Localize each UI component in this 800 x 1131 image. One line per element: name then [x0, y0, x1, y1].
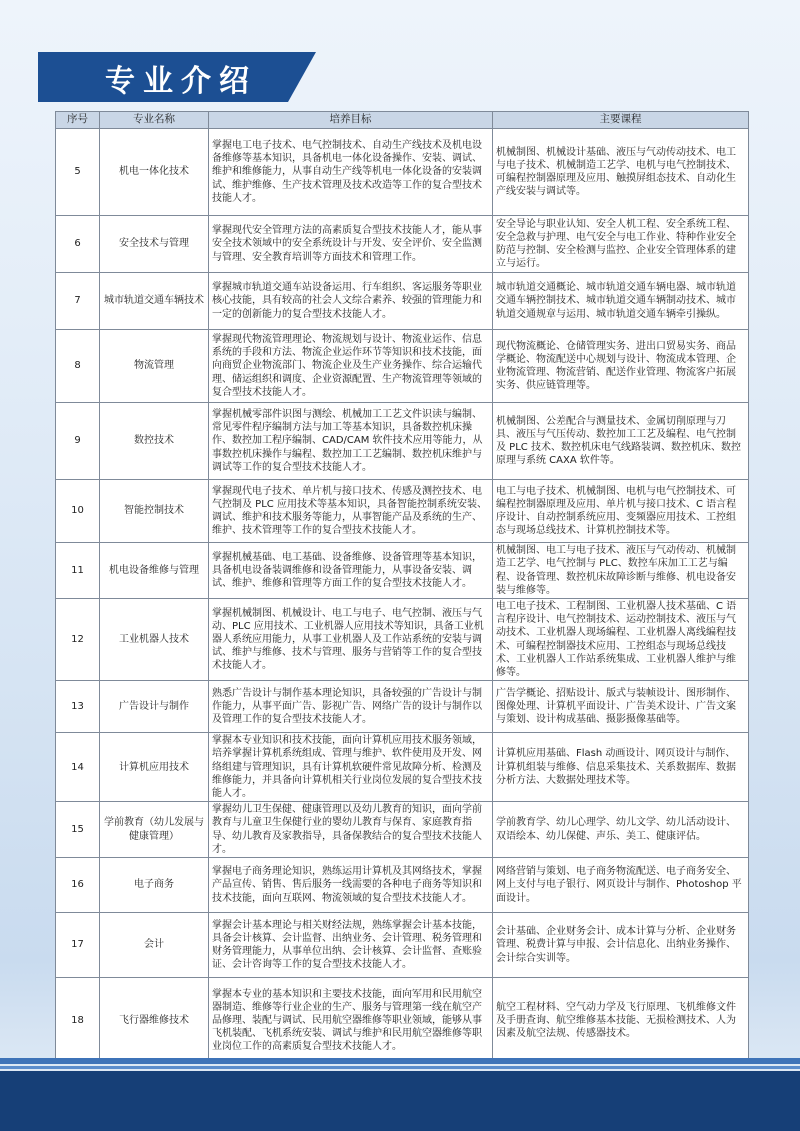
- table-row: [56, 480, 749, 543]
- table-row: [56, 129, 749, 216]
- table-row: [56, 733, 749, 802]
- table-row: [56, 802, 749, 858]
- footer-band: [0, 1071, 800, 1131]
- row-name: 广告设计与制作: [100, 681, 209, 733]
- table-header-row: [56, 112, 749, 129]
- row-goal: 掌握现代物流管理理论、物流规划与设计、物流业运作、信息系统的手段和方法、物流企业运作环节等知识和技术技能，面向商贸企业物流部门、物流企业及生产业务操作、综合运输代理、储运组织和调度、企业资源配置、生产物流管理等领域的复合型技术技能人才。: [209, 330, 493, 403]
- row-course: 机械制图、公差配合与测量技术、金属切削原理与刀具、液压与气压传动、数控加工工艺及编程、电气控制及 PLC 技术、数控机床电气线路装调、数控机床、数控原理与系统 CAXA 软件等。: [493, 403, 749, 480]
- table-row: [56, 599, 749, 681]
- row-num: 18: [56, 978, 100, 1064]
- table-row: [56, 681, 749, 733]
- row-goal: 掌握本专业的基本知识和主要技术技能，面向军用和民用航空器制造、维修等行业企业的生产、服务与管理第一线在航空产品修理、装配与调试、民用航空器维修等职业领域，能够从事飞机装配、飞机系统安装、调试与维护和民用航空器维修等职业岗位工作的高素质复合型技术技能人才。: [209, 978, 493, 1064]
- row-goal: 掌握电子商务理论知识，熟练运用计算机及其网络技术，掌握产品宣传、销售、售后服务一线需要的各种电子商务等知识和技术技能，面向互联网、物流领域的复合型技术技能人才。: [209, 858, 493, 913]
- major-table: [55, 111, 749, 1064]
- row-num: 9: [56, 403, 100, 480]
- row-name: 会计: [100, 913, 209, 978]
- row-name: 机电一体化技术: [100, 129, 209, 216]
- table-row: [56, 273, 749, 330]
- row-num: 12: [56, 599, 100, 681]
- row-goal: 掌握城市轨道交通车站设备运用、行车组织、客运服务等职业核心技能，具有较高的社会人文综合素养、较强的管理能力和一定的创新能力的复合型技术技能人才。: [209, 273, 493, 330]
- row-course: 计算机应用基础、Flash 动画设计、网页设计与制作、计算机组装与维修、信息采集技术、关系数据库、数据分析方法、大数据处理技术等。: [493, 733, 749, 802]
- row-name: 智能控制技术: [100, 480, 209, 543]
- row-name: 数控技术: [100, 403, 209, 480]
- row-goal: 掌握本专业知识和技术技能，面向计算机应用技术服务领域，培养掌握计算机系统组成、管理与维护、软件使用及开发、网络组建与管理知识，具有计算机软硬件常见故障分析、检测及维修能力，并具备向计算机相关行业岗位发展的复合型技术技能人才。: [209, 733, 493, 802]
- row-course: 机械制图、电工与电子技术、液压与气动传动、机械制造工艺学、电气控制与 PLC、数控车床加工工艺与编程、设备管理、数控机床故障诊断与维修、机电设备安装与维修等。: [493, 543, 749, 599]
- row-name: 计算机应用技术: [100, 733, 209, 802]
- header-name: 专业名称: [100, 112, 209, 129]
- table-row: [56, 330, 749, 403]
- row-num: 14: [56, 733, 100, 802]
- row-goal: 掌握电工电子技术、电气控制技术、自动生产线技术及机电设备维修等基本知识，具备机电一体化设备操作、安装、调试、维护和维修能力，从事自动生产线等机电一体化设备的安装调试、维护维修、生产技术管理及技术改造等工作的复合型技术技能人才。: [209, 129, 493, 216]
- row-course: 学前教育学、幼儿心理学、幼儿文学、幼儿活动设计、双语绘本、幼儿保健、声乐、美工、健康评估。: [493, 802, 749, 858]
- row-goal: 掌握幼儿卫生保健、健康管理以及幼儿教育的知识，面向学前教育与儿童卫生保健行业的婴幼儿教育与保育、家庭教育指导、幼儿教育及家教指导，具备保教结合的复合型技术技能人才。: [209, 802, 493, 858]
- row-goal: 熟悉广告设计与制作基本理论知识，具备较强的广告设计与制作能力，从事平面广告、影视广告、网络广告的设计与制作以及管理工作的复合型技术技能人才。: [209, 681, 493, 733]
- row-course: 现代物流概论、仓储管理实务、进出口贸易实务、商品学概论、物流配送中心规划与设计、物流成本管理、企业物流管理、物流营销、配送作业管理、物流客户拓展实务、供应链管理等。: [493, 330, 749, 403]
- row-course: 网络营销与策划、电子商务物流配送、电子商务安全、网上支付与电子银行、网页设计与制作、Photoshop 平面设计。: [493, 858, 749, 913]
- row-num: 15: [56, 802, 100, 858]
- row-name: 工业机器人技术: [100, 599, 209, 681]
- row-goal: 掌握现代安全管理方法的高素质复合型技术技能人才，能从事安全技术领域中的安全系统设计与开发、安全评价、安全监测与管理、安全教育培训等方面技术和管理工作。: [209, 216, 493, 273]
- row-goal: 掌握现代电子技术、单片机与接口技术、传感及测控技术、电气控制及 PLC 应用技术等基本知识，具备智能控制系统安装、调试、维护和技术服务等能力，从事智能产品及系统的生产、维护、技术管理等工作的复合型技术技能人才。: [209, 480, 493, 543]
- row-goal: 掌握机械基础、电工基础、设备维修、设备管理等基本知识，具备机电设备装调维修和设备管理能力，从事设备安装、调试、维护、维修和管理等方面工作的复合型技术技能人才。: [209, 543, 493, 599]
- page-title: 专业介绍: [105, 64, 257, 99]
- row-num: 16: [56, 858, 100, 913]
- row-course: 电工电子技术、工程制图、工业机器人技术基础、C 语言程序设计、电气控制技术、运动控制技术、液压与气动技术、工业机器人现场编程、工业机器人离线编程技术、可编程控制器技术应用、工控组态与现场总线技术、工业机器人工作站系统集成、工业机器人维护与维修等。: [493, 599, 749, 681]
- row-goal: 掌握机械零部件识图与测绘、机械加工工艺文件识读与编制、常见零件程序编制方法与加工等基本知识，具备数控机床操作、数控加工程序编制、CAD/CAM 软件技术应用等能力，从事数控机床操作与编程、数控加工工艺编制、数控机床维护与调试等工作的复合型技术技能人才。: [209, 403, 493, 480]
- row-num: 8: [56, 330, 100, 403]
- table-row: [56, 403, 749, 480]
- row-course: 城市轨道交通概论、城市轨道交通车辆电器、城市轨道交通车辆控制技术、城市轨道交通车辆制动技术、城市轨道交通规章与运用、城市轨道交通车辆牵引操纵。: [493, 273, 749, 330]
- row-name: 安全技术与管理: [100, 216, 209, 273]
- row-name: 机电设备维修与管理: [100, 543, 209, 599]
- row-num: 13: [56, 681, 100, 733]
- header-goal: 培养目标: [209, 112, 493, 129]
- row-num: 11: [56, 543, 100, 599]
- footer-stripes: [0, 1058, 800, 1131]
- row-name: 电子商务: [100, 858, 209, 913]
- table-row: [56, 978, 749, 1064]
- row-name: 学前教育（幼儿发展与健康管理）: [100, 802, 209, 858]
- row-course: 安全导论与职业认知、安全人机工程、安全系统工程、安全急救与护理、电气安全与电工作业、特种作业安全防范与控制、安全检测与监控、企业安全管理体系的建立与运行。: [493, 216, 749, 273]
- footer-stripe-mid: [0, 1066, 800, 1069]
- footer-stripe-light: [0, 1058, 800, 1064]
- table-row: [56, 913, 749, 978]
- header-num: 序号: [56, 112, 100, 129]
- row-goal: 掌握机械制图、机械设计、电工与电子、电气控制、液压与气动、PLC 应用技术、工业机器人应用技术等知识，具备工业机器人系统应用能力，从事工业机器人及工作站系统的安装与调试、维护与维修、技术与管理、服务与营销等工作的复合型技术技能人才。: [209, 599, 493, 681]
- row-num: 7: [56, 273, 100, 330]
- row-name: 物流管理: [100, 330, 209, 403]
- row-name: 飞行器维修技术: [100, 978, 209, 1064]
- row-name: 城市轨道交通车辆技术: [100, 273, 209, 330]
- table-row: [56, 543, 749, 599]
- row-course: 会计基础、企业财务会计、成本计算与分析、企业财务管理、税费计算与申报、会计信息化、出纳业务操作、会计综合实训等。: [493, 913, 749, 978]
- row-course: 航空工程材料、空气动力学及飞行原理、飞机维修文件及手册查询、航空维修基本技能、无损检测技术、人为因素及航空法规、传感器技术。: [493, 978, 749, 1064]
- row-course: 电工与电子技术、机械制图、电机与电气控制技术、可编程控制器原理及应用、单片机与接口技术、C 语言程序设计、自动控制系统应用、变频器应用技术、工控组态与现场总线技术、计算机控制技术等。: [493, 480, 749, 543]
- row-num: 6: [56, 216, 100, 273]
- row-num: 10: [56, 480, 100, 543]
- row-course: 广告学概论、招贴设计、版式与装帧设计、图形制作、图像处理、计算机平面设计、广告美术设计、广告文案与策划、设计构成基础、摄影摄像基础等。: [493, 681, 749, 733]
- row-num: 17: [56, 913, 100, 978]
- row-num: 5: [56, 129, 100, 216]
- header-course: 主要课程: [493, 112, 749, 129]
- table-row: [56, 216, 749, 273]
- table-row: [56, 858, 749, 913]
- row-goal: 掌握会计基本理论与相关财经法规，熟练掌握会计基本技能，具备会计核算、会计监督、出纳业务、会计管理、税务管理和财务管理能力，从事单位出纳、会计核算、会计监督、查账验证、会计咨询等工作的复合型技术技能人才。: [209, 913, 493, 978]
- row-course: 机械制图、机械设计基础、液压与气动传动技术、电工与电子技术、机械制造工艺学、电机与电气控制技术、可编程控制器原理及应用、触摸屏组态技术、自动化生产线安装与调试等。: [493, 129, 749, 216]
